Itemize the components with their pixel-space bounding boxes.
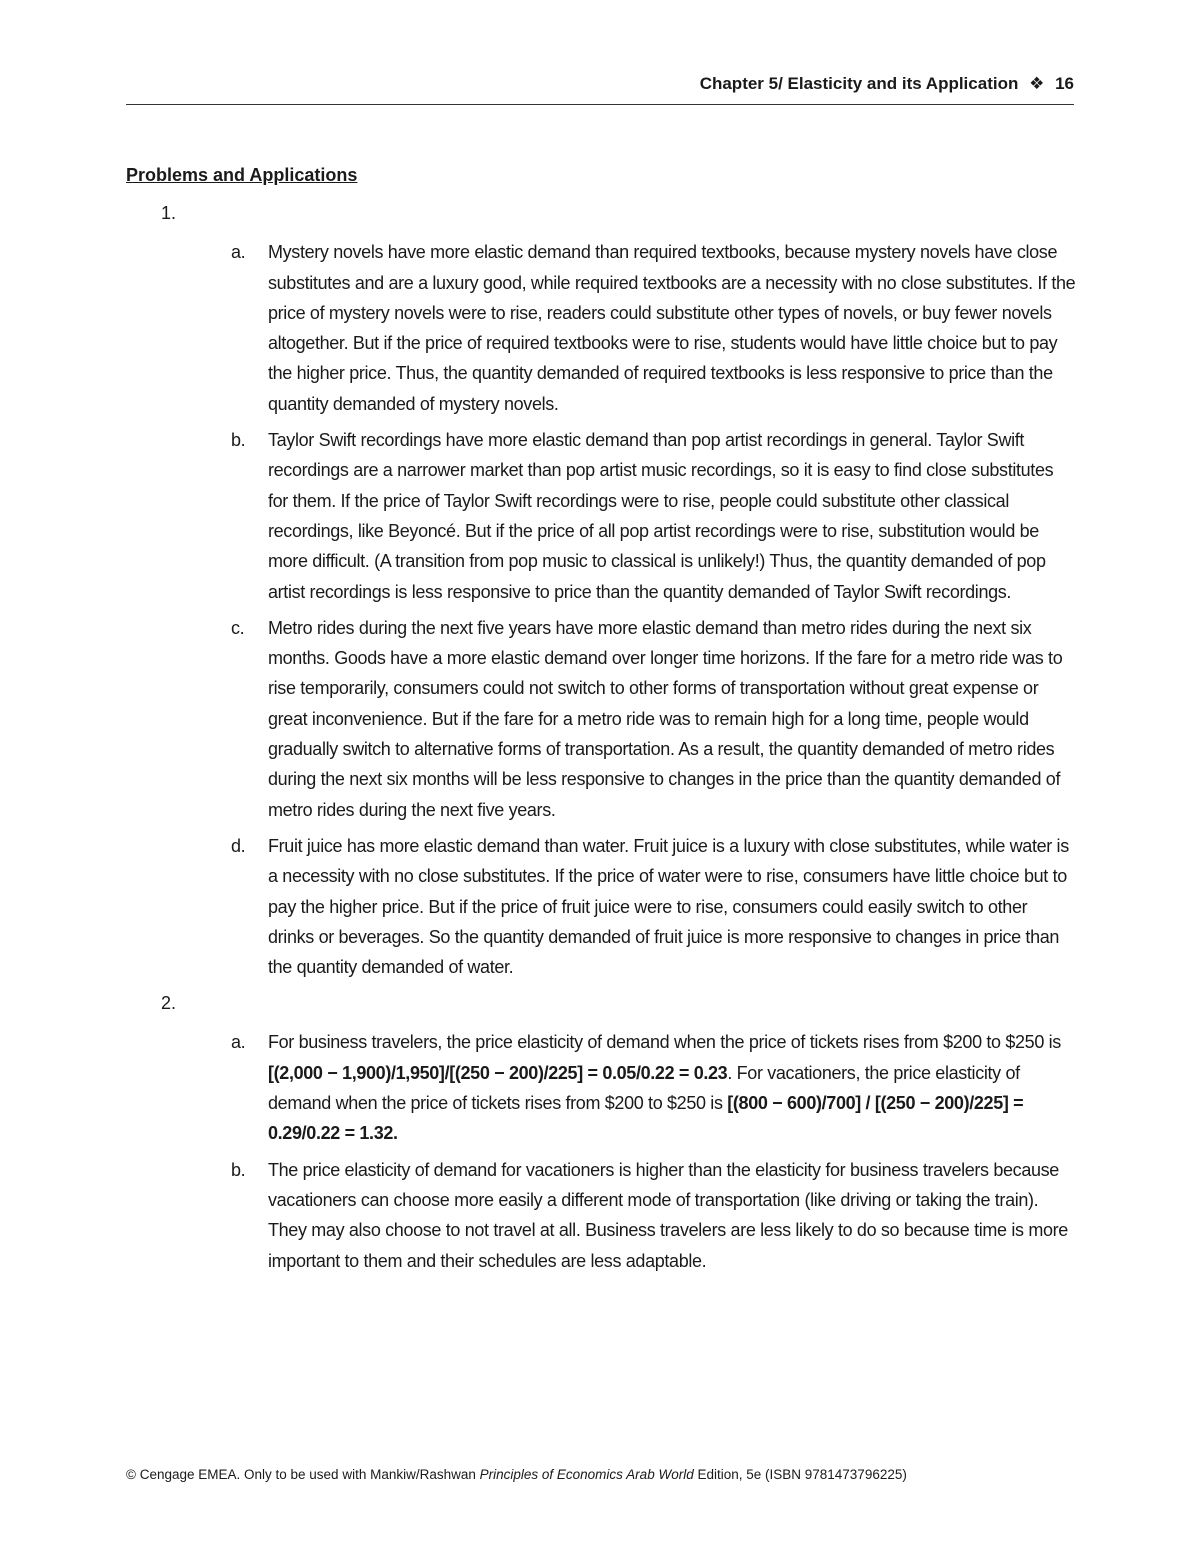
item-text-part: For business travelers, the price elasticity of demand when the price of tickets rises from $200 to $250 is (268, 1032, 1061, 1053)
item-letter: a. (231, 1032, 246, 1053)
item-text: Mystery novels have more elastic demand than required textbooks, because mystery novels have close substitutes and are a luxury good, while required textbooks are a necessity with no close substitutes. If the price of mystery novels were to rise, readers could substitute other types of novels, or buy fewer novels altogether. But if the price of required textbooks were to rise, students would have little choice but to pay the higher price. Thus, the quantity demanded of required textbooks is less responsive to price than the quantity demanded of mystery novels. (268, 242, 1076, 414)
item-letter: a. (231, 242, 246, 263)
footer-prefix: © Cengage EMEA. Only to be used with Mankiw/Rashwan (126, 1467, 480, 1482)
item-text: Metro rides during the next five years have more elastic demand than metro rides during the next six months. Goods have a more elastic demand over longer time horizons. If the fare for a metro ride was to rise temporarily, consumers could not switch to other forms of transportation without great expense or great inconvenience. But if the fare for a metro ride was to remain high for a long time, people would gradually switch to alternative forms of transportation. As a result, the quantity demanded of metro rides during the next six months will be less responsive to changes in the price than the quantity demanded of metro rides during the next five years. (268, 617, 1063, 820)
problem-item (126, 613, 1076, 825)
problem-item (126, 831, 1076, 982)
item-text: The price elasticity of demand for vacationers is higher than the elasticity for business travelers because vacationers can choose more easily a different mode of transportation (like driving or taking the train). They may also choose to not travel at all. Business travelers are less likely to do so because time is more important to them and their schedules are less adaptable. (268, 1159, 1068, 1271)
problem-item (126, 1027, 1076, 1148)
problem-item (126, 1155, 1076, 1276)
separator-icon: ❖ (1029, 74, 1045, 93)
item-text: Fruit juice has more elastic demand than water. Fruit juice is a luxury with close substitutes, while water is a necessity with no close substitutes. If the price of water were to rise, consumers have little choice but to pay the higher price. But if the price of fruit juice were to rise, consumers could easily switch to other drinks or beverages. So the quantity demanded of fruit juice is more responsive to changes in price than the quantity demanded of water. (268, 835, 1069, 978)
formula-vacationers: [(800 − 600)/700] / [(250 − 200)/225] = 0.29/0.22 = 1.32. (268, 1093, 1024, 1144)
main-content (126, 160, 1076, 1282)
problem-item (126, 237, 1076, 419)
footer-book-title: Principles of Economics Arab World (479, 1467, 694, 1482)
footer-suffix: Edition, 5e (ISBN 9781473796225) (693, 1467, 907, 1482)
page-number: 16 (1055, 74, 1074, 93)
problem-number: 1. (161, 203, 177, 224)
item-text-part: . For vacationers, the price elasticity of demand when the price of tickets rises from $200 to $250 is (268, 1062, 1020, 1114)
page-footer (126, 1466, 1076, 1484)
item-text (268, 1027, 1076, 1148)
section-title: Problems and Applications (126, 165, 358, 185)
item-letter: b. (231, 430, 246, 451)
item-letter: b. (231, 1159, 246, 1180)
formula-business: [(2,000 − 1,900)/1,950]/[(250 − 200)/225] = 0.05/0.22 = 0.23 (268, 1062, 728, 1083)
item-text: Taylor Swift recordings have more elastic demand than pop artist recordings in general. Taylor Swift recordings are a narrower market than pop artist music recordings, so it is easy to find close substitutes for them. If the price of Taylor Swift recordings were to rise, people could substitute other classical recordings, like Beyoncé. But if the price of all pop artist recordings were to rise, substitution would be more difficult. (A transition from pop music to classical is unlikely!) Thus, the quantity demanded of pop artist recordings is less responsive to price than the quantity demanded of Taylor Swift recordings. (268, 430, 1054, 602)
problem-number: 2. (161, 993, 177, 1014)
problem-item (126, 425, 1076, 607)
chapter-title: Chapter 5/ Elasticity and its Application (699, 74, 1019, 93)
item-letter: c. (231, 617, 245, 638)
item-letter: d. (231, 835, 246, 856)
page-header (126, 70, 1074, 105)
